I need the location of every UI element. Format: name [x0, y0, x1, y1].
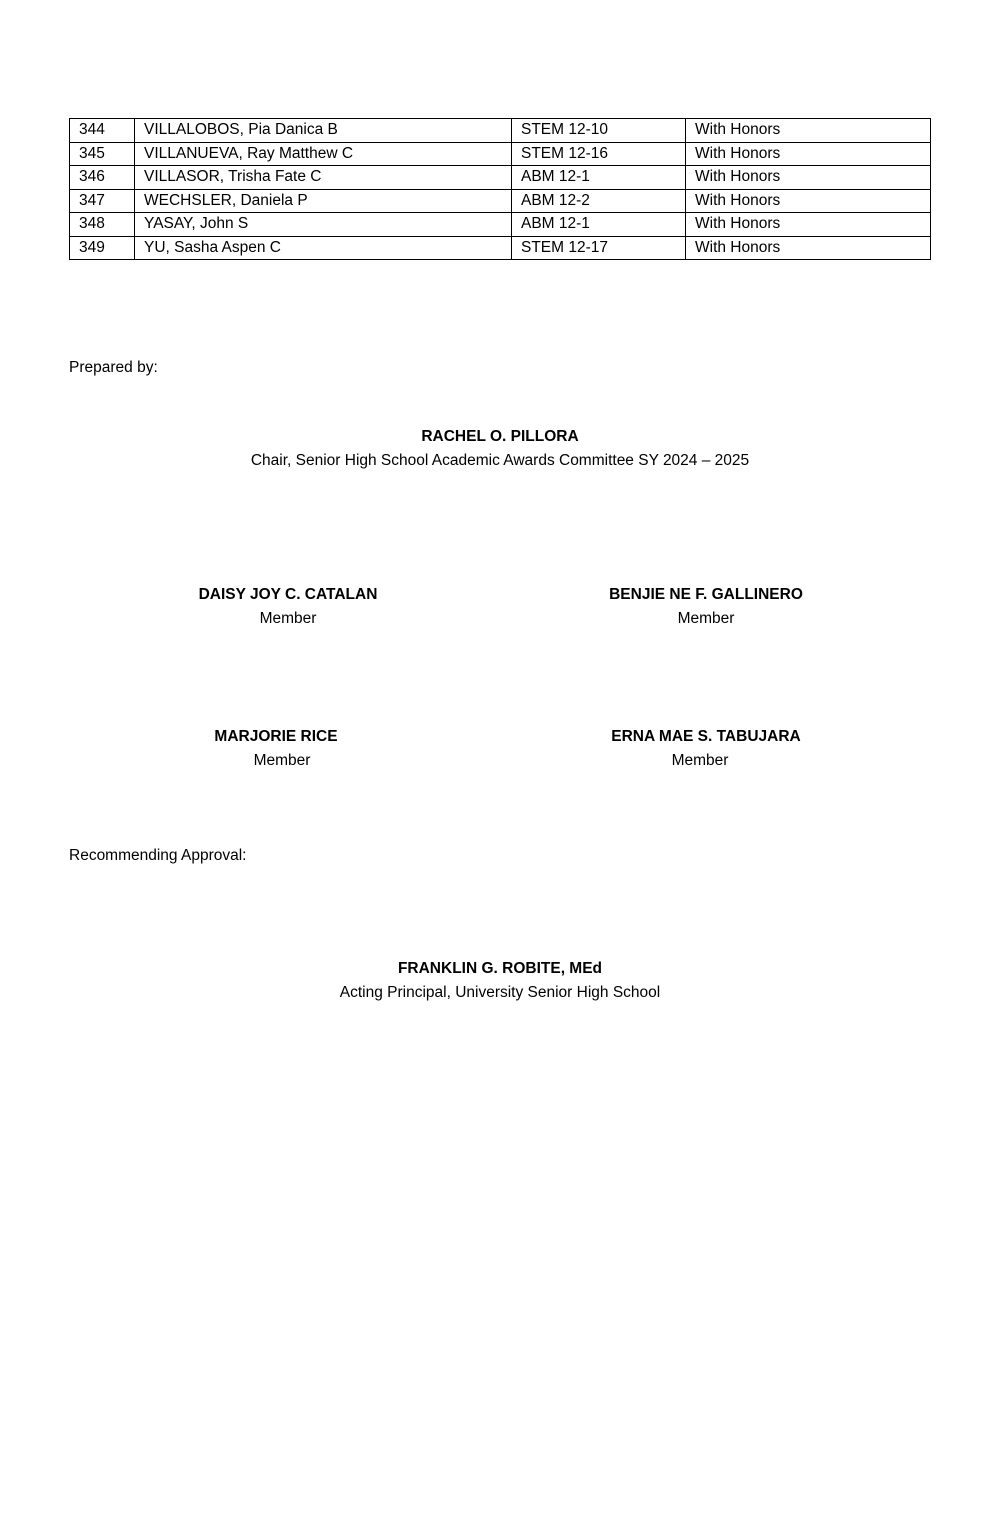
award: With Honors — [686, 213, 931, 237]
principal-signature-block — [200, 957, 800, 1005]
member-role: Member — [253, 752, 311, 769]
award: With Honors — [686, 142, 931, 166]
member-role: Member — [671, 752, 729, 769]
member-role: Member — [677, 610, 735, 627]
recommending-approval-label: Recommending Approval: — [69, 847, 247, 864]
member-signature-block — [556, 583, 856, 631]
award: With Honors — [686, 166, 931, 190]
award: With Honors — [686, 189, 931, 213]
row-number: 347 — [70, 189, 135, 213]
member-name: DAISY JOY C. CATALAN — [198, 586, 378, 603]
row-number: 348 — [70, 213, 135, 237]
student-name: YU, Sasha Aspen C — [135, 236, 512, 260]
table-row — [70, 119, 931, 143]
chair-signature-block — [150, 425, 850, 473]
row-number: 349 — [70, 236, 135, 260]
table-row — [70, 213, 931, 237]
prepared-by-label: Prepared by: — [69, 359, 158, 376]
award: With Honors — [686, 119, 931, 143]
student-name: VILLANUEVA, Ray Matthew C — [135, 142, 512, 166]
member-signature-block — [138, 583, 438, 631]
member-name: BENJIE NE F. GALLINERO — [609, 586, 803, 603]
award: With Honors — [686, 236, 931, 260]
chair-name: RACHEL O. PILLORA — [421, 428, 579, 445]
student-name: WECHSLER, Daniela P — [135, 189, 512, 213]
section: ABM 12-1 — [512, 213, 686, 237]
principal-role: Acting Principal, University Senior High School — [339, 984, 661, 1001]
section: STEM 12-16 — [512, 142, 686, 166]
row-number: 345 — [70, 142, 135, 166]
table-row — [70, 166, 931, 190]
member-name: MARJORIE RICE — [214, 728, 338, 745]
row-number: 344 — [70, 119, 135, 143]
member-name: ERNA MAE S. TABUJARA — [611, 728, 801, 745]
table-row — [70, 142, 931, 166]
table-row — [70, 236, 931, 260]
section: STEM 12-10 — [512, 119, 686, 143]
student-name: VILLALOBOS, Pia Danica B — [135, 119, 512, 143]
member-signature-block — [126, 725, 426, 773]
honors-table — [69, 118, 931, 260]
chair-role: Chair, Senior High School Academic Awards Committee SY 2024 – 2025 — [250, 452, 750, 469]
member-signature-block — [556, 725, 856, 773]
student-name: YASAY, John S — [135, 213, 512, 237]
principal-name: FRANKLIN G. ROBITE, MEd — [397, 960, 603, 977]
section: STEM 12-17 — [512, 236, 686, 260]
row-number: 346 — [70, 166, 135, 190]
section: ABM 12-1 — [512, 166, 686, 190]
member-role: Member — [259, 610, 317, 627]
section: ABM 12-2 — [512, 189, 686, 213]
table-row — [70, 189, 931, 213]
student-name: VILLASOR, Trisha Fate C — [135, 166, 512, 190]
